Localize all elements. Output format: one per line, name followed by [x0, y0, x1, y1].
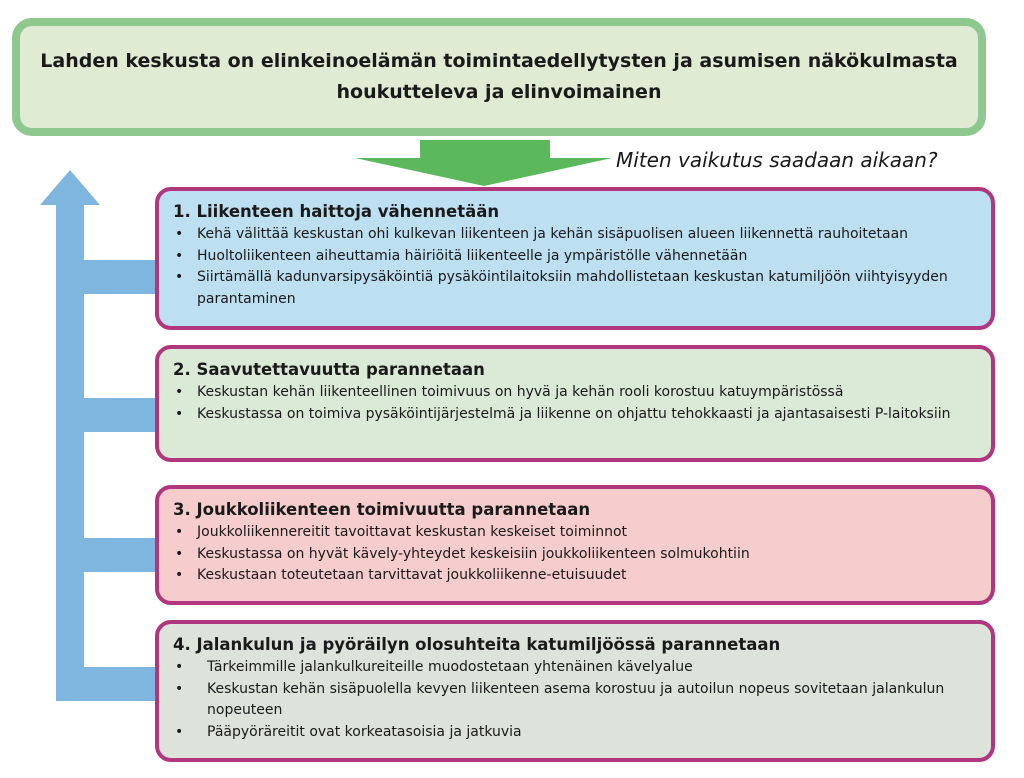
- bullet-icon: •: [175, 567, 184, 583]
- list-item: • Huoltoliikenteen aiheuttamia häiriöitä liikenteelle ja ympäristölle vähennetään: [173, 246, 977, 268]
- list-item: • Kehä välittää keskustan ohi kulkevan liikenteen ja kehän sisäpuolisen alueen liikennettä rauhoitetaan: [173, 224, 977, 246]
- bullet-icon: •: [175, 680, 184, 697]
- measure-title-4: 4. Jalankulun ja pyöräilyn olosuhteita katumiljöössä parannetaan: [173, 635, 781, 654]
- bullet-icon: •: [175, 384, 184, 400]
- list-item: • Keskustassa on toimiva pysäköintijärjestelmä ja liikenne on ohjattu tehokkaasti ja ajantasaisesti P-laitoksiin: [173, 404, 977, 426]
- up-arrow-branch-3: [56, 538, 160, 572]
- down-arrow-head: [355, 158, 612, 186]
- bullet-icon: •: [175, 226, 184, 242]
- goal-box: [12, 18, 986, 136]
- list-item: • Pääpyöräreitit ovat korkeatasoisia ja jatkuvia: [173, 722, 977, 744]
- bullet-icon: •: [175, 545, 184, 562]
- measure-list-2: [173, 382, 977, 425]
- list-item: • Keskustaan toteutetaan tarvittavat joukkoliikenne-etuisuudet: [173, 565, 977, 587]
- list-item: • Joukkoliikennereitit tavoittavat keskustan keskeiset toiminnot: [173, 522, 977, 544]
- list-item: • Keskustassa on hyvät kävely-yhteydet keskeisiin joukkoliikenteen solmukohtiin: [173, 544, 977, 566]
- measure-title-3: 3. Joukkoliikenteen toimivuutta parannetaan: [173, 500, 591, 519]
- measure-box-1: [155, 187, 995, 330]
- up-arrow-branch-1: [56, 260, 160, 294]
- measure-title-1: 1. Liikenteen haittoja vähennetään: [173, 202, 500, 221]
- list-item: • Keskustan kehän liikenteellinen toimivuus on hyvä ja kehän rooli korostuu katuympäristössä: [173, 382, 977, 404]
- up-arrow-branch-2: [56, 398, 160, 432]
- list-item: • Tärkeimmille jalankulkureiteille muodostetaan yhtenäinen kävelyalue: [173, 657, 977, 679]
- bullet-icon: •: [175, 659, 184, 675]
- bullet-icon: •: [175, 247, 184, 264]
- measure-list-4: [173, 657, 977, 743]
- measure-list-1: [173, 224, 977, 310]
- measure-list-3: [173, 522, 977, 587]
- up-arrow-head: [40, 170, 100, 205]
- bullet-icon: •: [175, 723, 184, 740]
- bullet-icon: •: [175, 405, 184, 422]
- measure-box-2: [155, 345, 995, 462]
- downward-arrow: [355, 140, 612, 186]
- list-item: • Siirtämällä kadunvarsipysäköintiä pysäköintilaitoksiin mahdollistetaan keskustan katumiljöön viihtyisyyden parantaminen: [175, 269, 948, 307]
- down-arrow-shaft: [420, 140, 550, 160]
- upward-feedback-arrow: [40, 170, 160, 701]
- up-arrow-branch-4: [56, 667, 160, 701]
- measure-box-3: [155, 485, 995, 605]
- measure-box-4: [155, 620, 995, 762]
- question-text: Miten vaikutus saadaan aikaan?: [616, 148, 938, 172]
- bullet-icon: •: [175, 524, 184, 540]
- measure-title-2: 2. Saavutettavuutta parannetaan: [173, 360, 485, 379]
- list-item: • Keskustan kehän sisäpuolella kevyen liikenteen asema korostuu ja autoilun nopeus sovitetaan jalankulun nopeuteen: [175, 680, 945, 718]
- goal-text: Lahden keskusta on elinkeinoelämän toimintaedellytysten ja asumisen näkökulmasta houkutteleva ja elinvoimainen: [40, 50, 958, 103]
- bullet-icon: •: [175, 269, 184, 285]
